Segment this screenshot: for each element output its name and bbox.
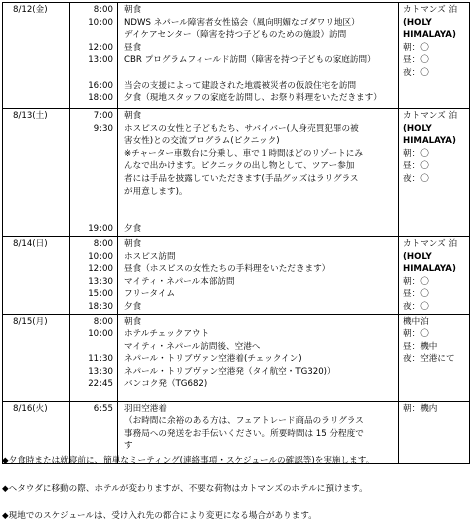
stay-meal-line: カトマンズ 泊 [403,238,458,249]
stay-meal-line: 昼：〇 [403,55,429,66]
activity-line: マイティ・ネパール訪問後、空港へ [124,341,261,352]
activity-line: ネパール・トリブヴァン空港発（タイ航空・TG320)） [124,366,336,377]
stay-meal-line: 朝：機内 [403,403,438,414]
stay-meal-line: 朝：〇 [403,276,429,287]
activity-line: 夕食（現地スタッフの家庭を訪問し、お祭り料理をいただきます） [124,93,382,104]
activity-line: 当会の支援によって建設された地震被災者の仮設住宅を訪問 [124,80,357,91]
time-line [70,440,113,453]
activity-line: 者には手品を披露していただきます(手品グッズはラリグラス [124,173,359,184]
time-line: 16:00 [88,80,113,91]
time-line: 18:00 [88,93,113,104]
stay-meal-line: 夜：〇 [403,67,429,78]
day-row [3,3,470,109]
time-line [70,415,113,428]
stay-meal-line: 昼：〇 [403,289,429,300]
day-times [70,3,118,109]
activity-line: （お時間に余裕のある方は、フェアトレード商品のラリグラス [124,416,364,427]
activity-line: 事務局への発送をお手伝いください。所要時間は 15 分程度で [124,428,364,439]
stay-meal-line: 朝：〇 [403,329,429,340]
activity-line: 夕食 [124,301,142,312]
note-schedule-change: ◆現地でのスケジュールは、受け入れ先の都合により変更になる場合があります。 [2,511,317,521]
time-line [70,67,113,80]
stay-meal-line: HIMALAYA) [403,30,456,41]
stay-meal-line: (HOLY [403,123,432,134]
activity-line: フリータイム [124,289,176,300]
activity-line [124,67,398,80]
time-line [70,211,113,224]
day-row [3,109,470,237]
activity-line: ※チャーター車数台に分乗し、車で１時間ほどのリゾートにみ [124,148,363,159]
day-date: 8/12(金) [3,3,70,109]
time-line: 6:55 [93,403,113,414]
note-luggage: ◆ヘタウダに移動の際、ホテルが変わりますが、不要な荷物はカトマンズのホテルに預けます。 [2,484,368,494]
stay-meal-line: 朝：〇 [403,42,429,53]
time-line: 8:00 [93,5,113,15]
time-line: 12:00 [88,264,113,275]
day-times [70,236,118,314]
day-stay [399,314,470,401]
day-acts [118,236,399,314]
itinerary-table [2,2,470,464]
day-row [3,401,470,463]
day-acts [118,3,399,109]
stay-meal-line: カトマンズ 泊 [403,111,458,121]
day-stay [399,3,470,109]
stay-meal-line: HIMALAYA) [403,264,456,275]
stay-meal-line: 昼：機中 [403,341,438,352]
day-acts [118,401,399,463]
time-line: 9:30 [93,123,113,134]
day-acts [118,314,399,401]
day-row [3,314,470,401]
day-stay [399,109,470,237]
time-line: 12:00 [88,42,113,53]
stay-meal-line: 朝：〇 [403,148,429,159]
day-date: 8/13(土) [3,109,70,237]
activity-line: ホスピス訪問 [124,251,176,262]
time-line: 7:00 [93,111,113,121]
activity-line: 夕食 [124,224,142,235]
stay-meal-line: 機中泊 [403,316,429,327]
activity-line: 朝食 [124,111,142,121]
stay-meal-line: カトマンズ 泊 [403,5,458,15]
day-row [3,236,470,314]
activity-line [124,211,398,224]
stay-meal-line: 夜：空港にて [403,354,455,365]
stay-meal-line: 昼：〇 [403,161,429,172]
day-times [70,314,118,401]
time-line: 22:45 [88,379,113,390]
activity-line: んなで出かけます。ピクニックの出し物として、ツアー参加 [124,161,355,172]
time-line: 10:00 [88,251,113,262]
activity-line [124,198,398,211]
activity-line: ネパール・トリブヴァン空港着(チェックイン) [124,354,302,365]
time-line [70,160,113,173]
activity-line: 朝食 [124,316,142,327]
activity-line: NDWS ネパール障害者女性協会（風向明媚なゴダワリ地区） [124,17,360,28]
day-stay [399,236,470,314]
activity-line: 害女性)との交流プログラム(ピクニック) [124,136,280,147]
activity-line: マイティ・ネパール本部訪問 [124,276,235,287]
day-times [70,109,118,237]
time-line [70,148,113,161]
activity-line: 昼食 [124,42,142,53]
stay-meal-line: (HOLY [403,17,432,28]
time-line: 18:30 [88,301,113,312]
time-line [70,198,113,211]
time-line [70,29,113,42]
activity-line: バンコク発（TG682) [124,379,208,390]
activity-line: が用意します)。 [124,186,188,197]
time-line [70,135,113,148]
time-line: 8:00 [93,238,113,249]
activity-line: 朝食 [124,5,142,15]
activity-line: デイケアセンター（障害を持つ子どものための施設）訪問 [124,30,347,41]
day-date: 8/16(火) [3,401,70,463]
time-line [70,341,113,354]
time-line: 11:30 [88,354,113,365]
time-line: 13:30 [88,366,113,377]
day-times [70,401,118,463]
activity-line: CBR プログラムフィールド訪問（障害を持つ子どもの家庭訪問） [124,55,376,66]
day-acts [118,109,399,237]
time-line [70,186,113,199]
activity-line: ホスピスの女性と子どもたち、サバイバー(人身売買犯罪の被 [124,123,359,134]
activity-line: 朝食 [124,238,142,249]
day-date: 8/15(月) [3,314,70,401]
time-line: 10:00 [88,329,113,340]
stay-meal-line: (HOLY [403,251,432,262]
day-date: 8/14(日) [3,236,70,314]
time-line [70,428,113,441]
stay-meal-line: HIMALAYA) [403,136,456,147]
stay-meal-line: 夜：〇 [403,173,429,184]
activity-line: ホテルチェックアウト [124,329,210,340]
time-line: 19:00 [88,224,113,235]
day-stay [399,401,470,463]
time-line [70,173,113,186]
time-line: 15:00 [88,289,113,300]
time-line: 13:00 [88,55,113,66]
time-line: 10:00 [88,17,113,28]
time-line: 8:00 [93,316,113,327]
time-line: 13:30 [88,276,113,287]
note-meeting: ◆夕食時または就寝前に、簡単なミーティング(連絡事項・スケジュールの確認等)を実施します。 [2,456,375,466]
activity-line: す [124,441,133,452]
stay-meal-line: 夜：〇 [403,301,429,312]
activity-line: 羽田空港着 [124,403,167,414]
activity-line: 昼食（ホスピスの女性たちの手料理をいただきます） [124,264,331,275]
